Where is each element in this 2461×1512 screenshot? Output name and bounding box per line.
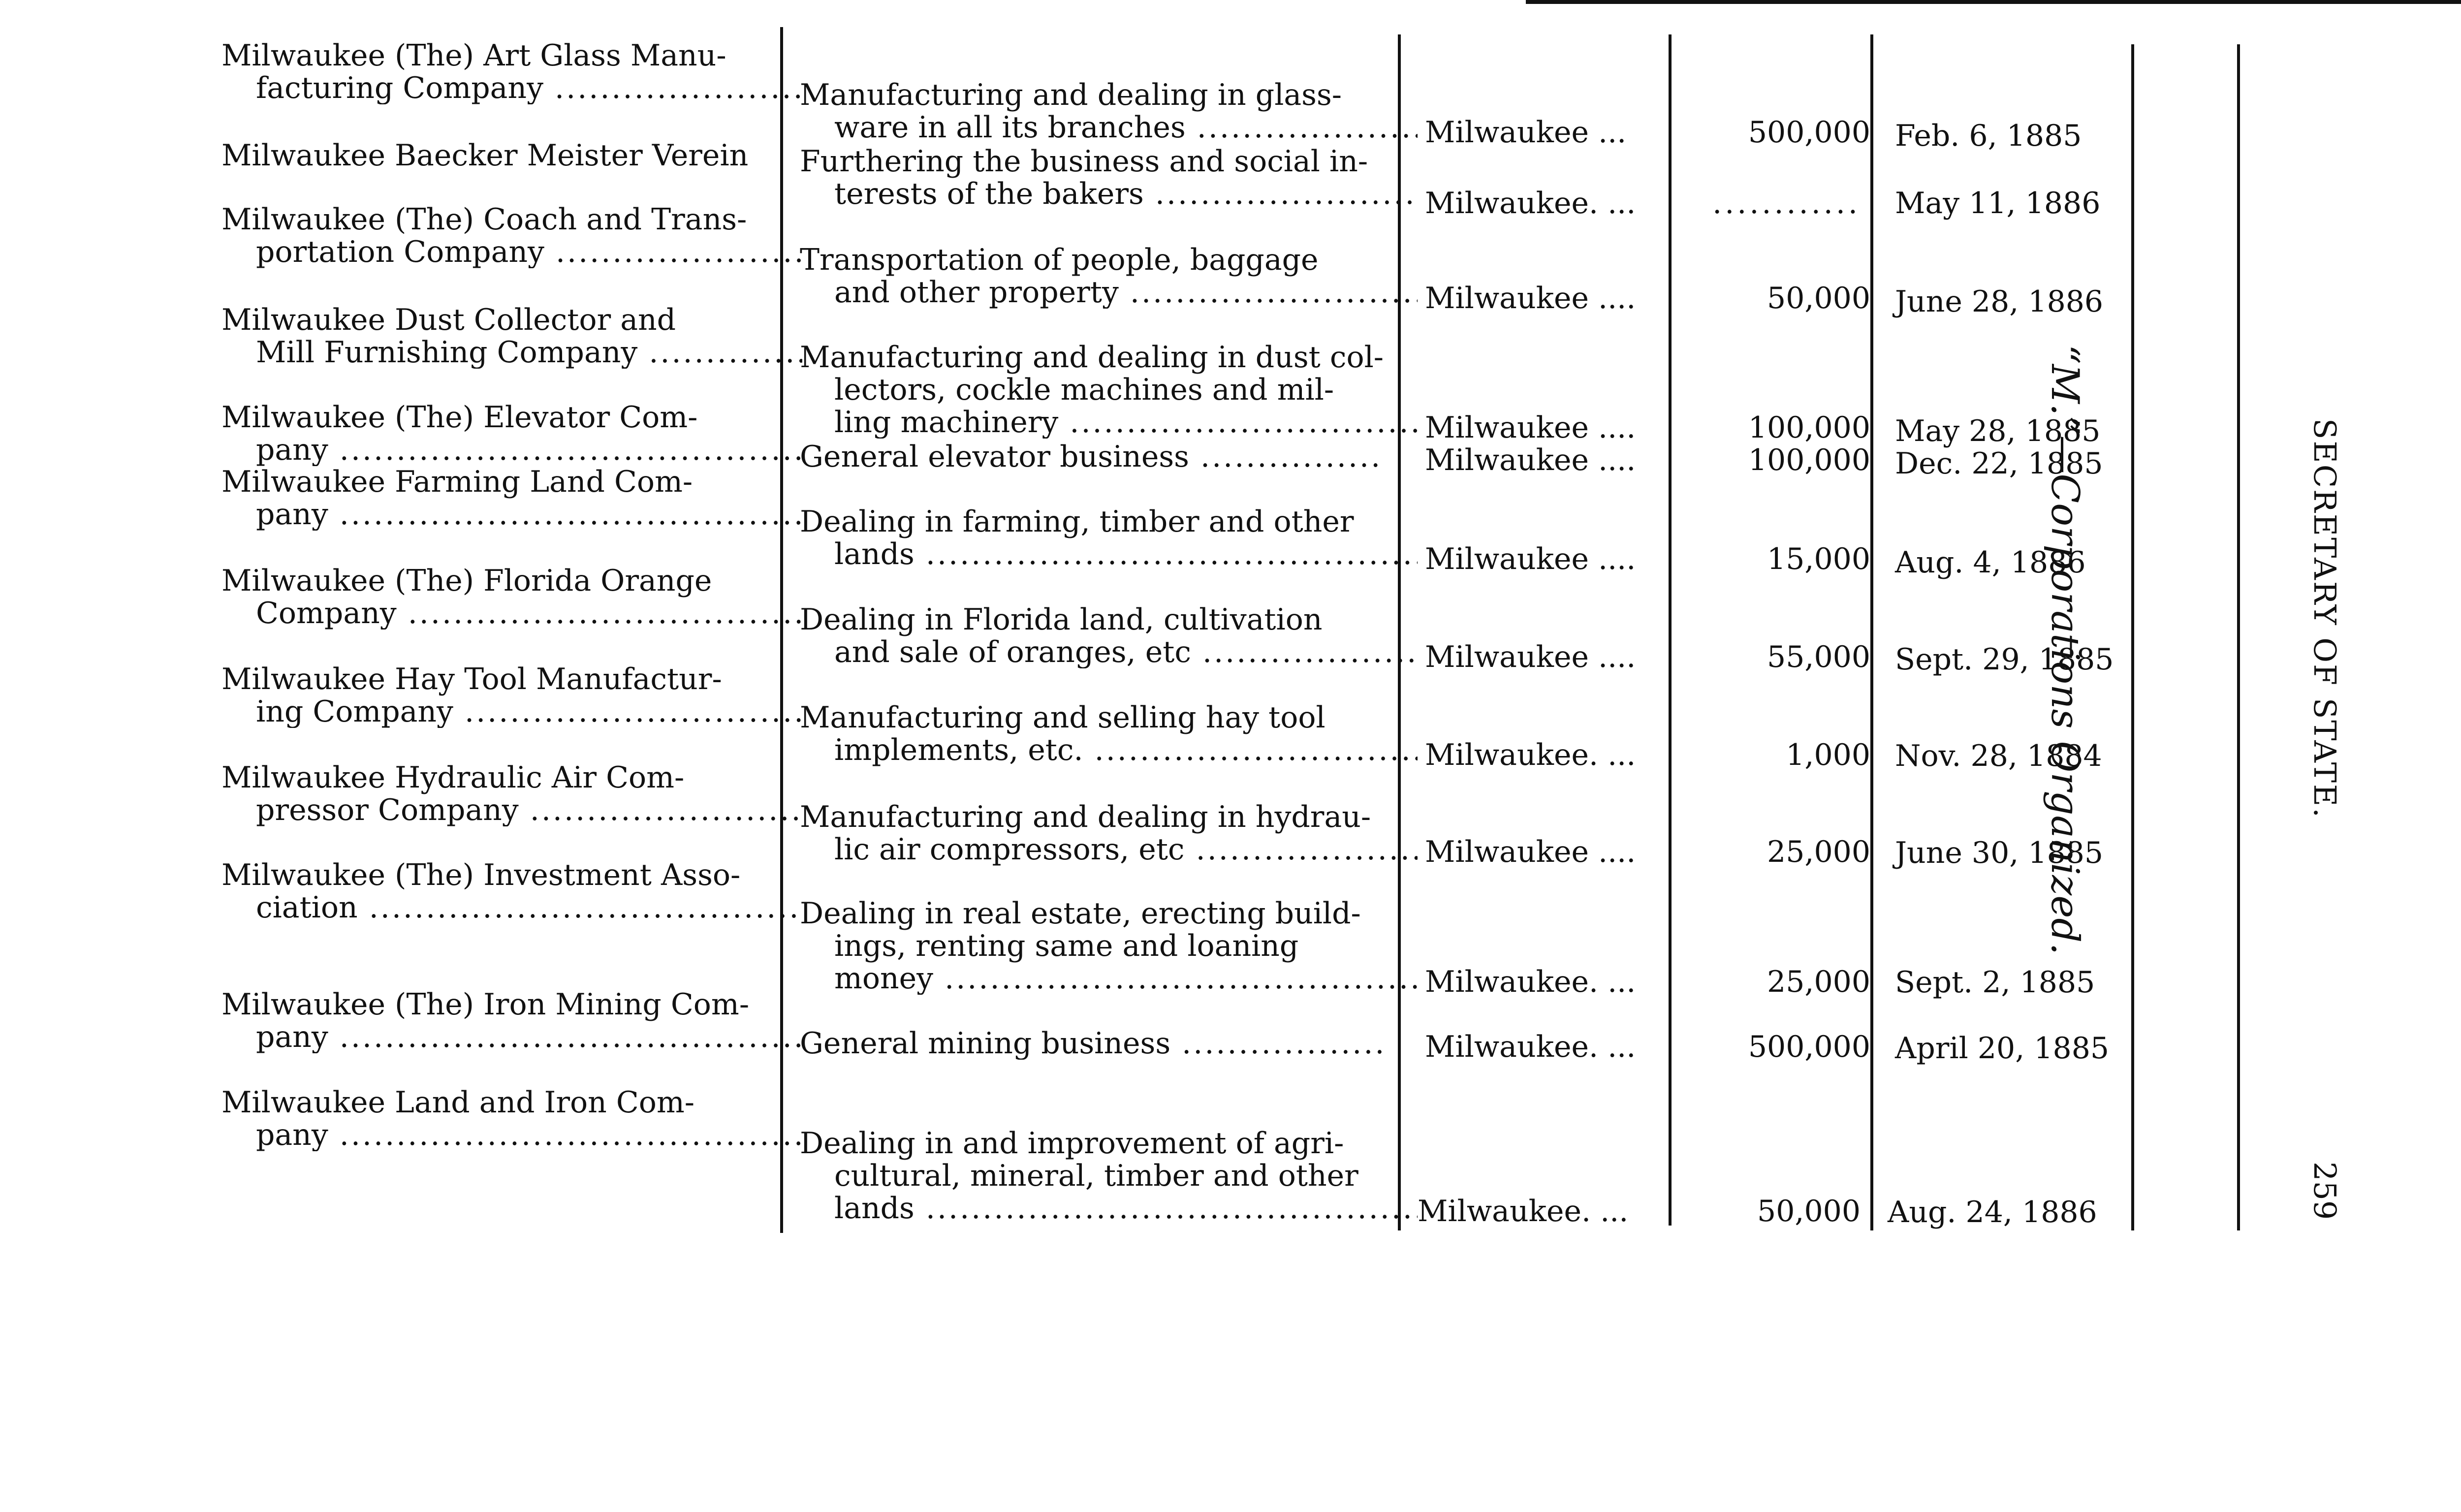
corporation-purpose-cont: cultural, mineral, timber and other <box>834 1159 1358 1193</box>
corporation-name-cont: pressor Company ..... <box>221 794 802 826</box>
authorized-capital: 55,000 <box>1767 640 1870 674</box>
date-of-organization: June 30, 1885 <box>1895 836 2104 870</box>
corporation-purpose-cont: and sale of oranges, etc ..... <box>800 636 1418 668</box>
corporation-name: Milwaukee Hay Tool Manufactur- <box>221 662 722 696</box>
corporation-name-cont: portation Company ..... <box>221 236 802 268</box>
date-of-organization: April 20, 1885 <box>1895 1031 2110 1066</box>
corporation-name-cont: pany ..... <box>221 434 802 466</box>
corporation-purpose-cont: ings, renting same and loaning <box>834 929 1299 963</box>
authorized-capital: 50,000 <box>1767 281 1870 315</box>
corporation-name-cont: pany ..... <box>221 1021 802 1053</box>
corporation-purpose-cont: and other property ..... <box>800 276 1418 309</box>
running-head-title: SECRETARY OF STATE. <box>2307 418 2343 819</box>
corporation-purpose: Transportation of people, baggage <box>800 243 1319 277</box>
corporation-name: Milwaukee (The) Art Glass Manu- <box>221 38 726 73</box>
corporation-purpose: General elevator business ..... <box>800 441 1383 473</box>
corporation-name: Milwaukee (The) Elevator Com- <box>221 400 698 435</box>
corporation-purpose-cont: implements, etc. ..... <box>800 734 1418 766</box>
date-of-organization: Feb. 6, 1885 <box>1895 119 2082 153</box>
corporation-location: Milwaukee. ... <box>1425 965 1636 999</box>
corporation-location: Milwaukee ... <box>1425 115 1627 150</box>
corporation-location: Milwaukee. ... <box>1425 738 1636 772</box>
corporation-purpose-cont: lectors, cockle machines and mil- <box>834 373 1334 407</box>
corporation-location: Milwaukee. ... <box>1418 1194 1629 1228</box>
corporation-purpose: Dealing in Florida land, cultivation <box>800 602 1323 637</box>
column-rule <box>1398 34 1401 1230</box>
date-of-organization: Dec. 22, 1885 <box>1895 446 2103 481</box>
corporation-name: Milwaukee (The) Investment Asso- <box>221 858 741 892</box>
corporation-purpose-cont: terests of the bakers ..... <box>800 178 1418 210</box>
authorized-capital: ............ <box>1712 187 1861 220</box>
date-of-organization: Sept. 29, 1885 <box>1895 642 2114 677</box>
date-of-organization: May 28, 1885 <box>1895 414 2101 448</box>
corporation-purpose-cont: ling machinery ..... <box>800 406 1418 439</box>
corporation-purpose: Manufacturing and dealing in hydrau- <box>800 800 1371 834</box>
date-of-organization: Aug. 24, 1886 <box>1888 1195 2097 1229</box>
corporation-purpose: Dealing in and improvement of agri- <box>800 1126 1344 1161</box>
top-rule <box>1526 0 2461 4</box>
page-number: 259 <box>2307 1162 2343 1220</box>
corporation-location: Milwaukee .... <box>1425 443 1636 477</box>
corporation-name: Milwaukee (The) Iron Mining Com- <box>221 987 750 1022</box>
date-of-organization: June 28, 1886 <box>1895 284 2104 319</box>
corporation-location: Milwaukee .... <box>1425 640 1636 674</box>
corporation-purpose: General mining business ..... <box>800 1027 1383 1060</box>
authorized-capital: 500,000 <box>1748 1030 1870 1064</box>
column-rule <box>1870 34 1873 1230</box>
corporation-purpose-cont: ware in all its branches ..... <box>800 111 1418 144</box>
corporation-name-cont: ing Company ..... <box>221 695 802 728</box>
corporation-purpose-cont: lands ..... <box>800 538 1418 570</box>
corporation-name: Milwaukee Baecker Meister Verein <box>221 138 749 173</box>
corporation-purpose-cont: lic air compressors, etc ..... <box>800 833 1418 866</box>
authorized-capital: 25,000 <box>1767 965 1870 999</box>
authorized-capital: 25,000 <box>1767 835 1870 869</box>
authorized-capital: 100,000 <box>1748 410 1870 445</box>
corporation-location: Milwaukee. ... <box>1425 1030 1636 1064</box>
corporation-purpose: Manufacturing and dealing in glass- <box>800 78 1342 112</box>
section-heading: “M.”—Corporations Organized. <box>2043 345 2087 955</box>
corporation-purpose: Dealing in real estate, erecting build- <box>800 896 1361 931</box>
corporation-name: Milwaukee (The) Coach and Trans- <box>221 202 747 237</box>
date-of-organization: Aug. 4, 1886 <box>1895 545 2086 580</box>
date-of-organization: Nov. 28, 1884 <box>1895 739 2102 773</box>
corporation-name: Milwaukee Land and Iron Com- <box>221 1085 695 1120</box>
corporation-purpose: Dealing in farming, timber and other <box>800 504 1354 539</box>
authorized-capital: 15,000 <box>1767 542 1870 576</box>
corporation-name-cont: pany ..... <box>221 1119 802 1151</box>
corporation-location: Milwaukee .... <box>1425 835 1636 869</box>
corporation-name: Milwaukee Farming Land Com- <box>221 465 693 499</box>
corporation-purpose-cont: lands ..... <box>800 1192 1418 1225</box>
corporation-name-cont: Mill Furnishing Company ..... <box>221 336 802 369</box>
corporation-name-cont: Company ..... <box>221 597 802 630</box>
authorized-capital: 100,000 <box>1748 443 1870 477</box>
corporation-purpose-cont: money ..... <box>800 962 1418 995</box>
corporation-purpose: Manufacturing and dealing in dust col- <box>800 340 1384 375</box>
column-rule <box>2237 44 2240 1230</box>
corporation-name: Milwaukee (The) Florida Orange <box>221 564 712 598</box>
corporation-purpose: Manufacturing and selling hay tool <box>800 700 1325 735</box>
authorized-capital: 50,000 <box>1757 1194 1861 1228</box>
corporation-name-cont: pany ..... <box>221 498 802 531</box>
corporation-name: Milwaukee Hydraulic Air Com- <box>221 760 685 795</box>
date-of-organization: Sept. 2, 1885 <box>1895 965 2095 1000</box>
authorized-capital: 500,000 <box>1748 115 1870 150</box>
corporation-name: Milwaukee Dust Collector and <box>221 303 676 337</box>
date-of-organization: May 11, 1886 <box>1895 186 2101 220</box>
corporation-name-cont: ciation ..... <box>221 891 802 924</box>
authorized-capital: 1,000 <box>1786 738 1870 772</box>
corporation-location: Milwaukee .... <box>1425 281 1636 315</box>
corporation-location: Milwaukee .... <box>1425 410 1636 445</box>
corporation-location: Milwaukee .... <box>1425 542 1636 576</box>
corporation-name-cont: facturing Company ..... <box>221 72 802 104</box>
corporation-purpose: Furthering the business and social in- <box>800 144 1368 179</box>
corporation-location: Milwaukee. ... <box>1425 186 1636 220</box>
column-rule <box>2131 44 2134 1230</box>
